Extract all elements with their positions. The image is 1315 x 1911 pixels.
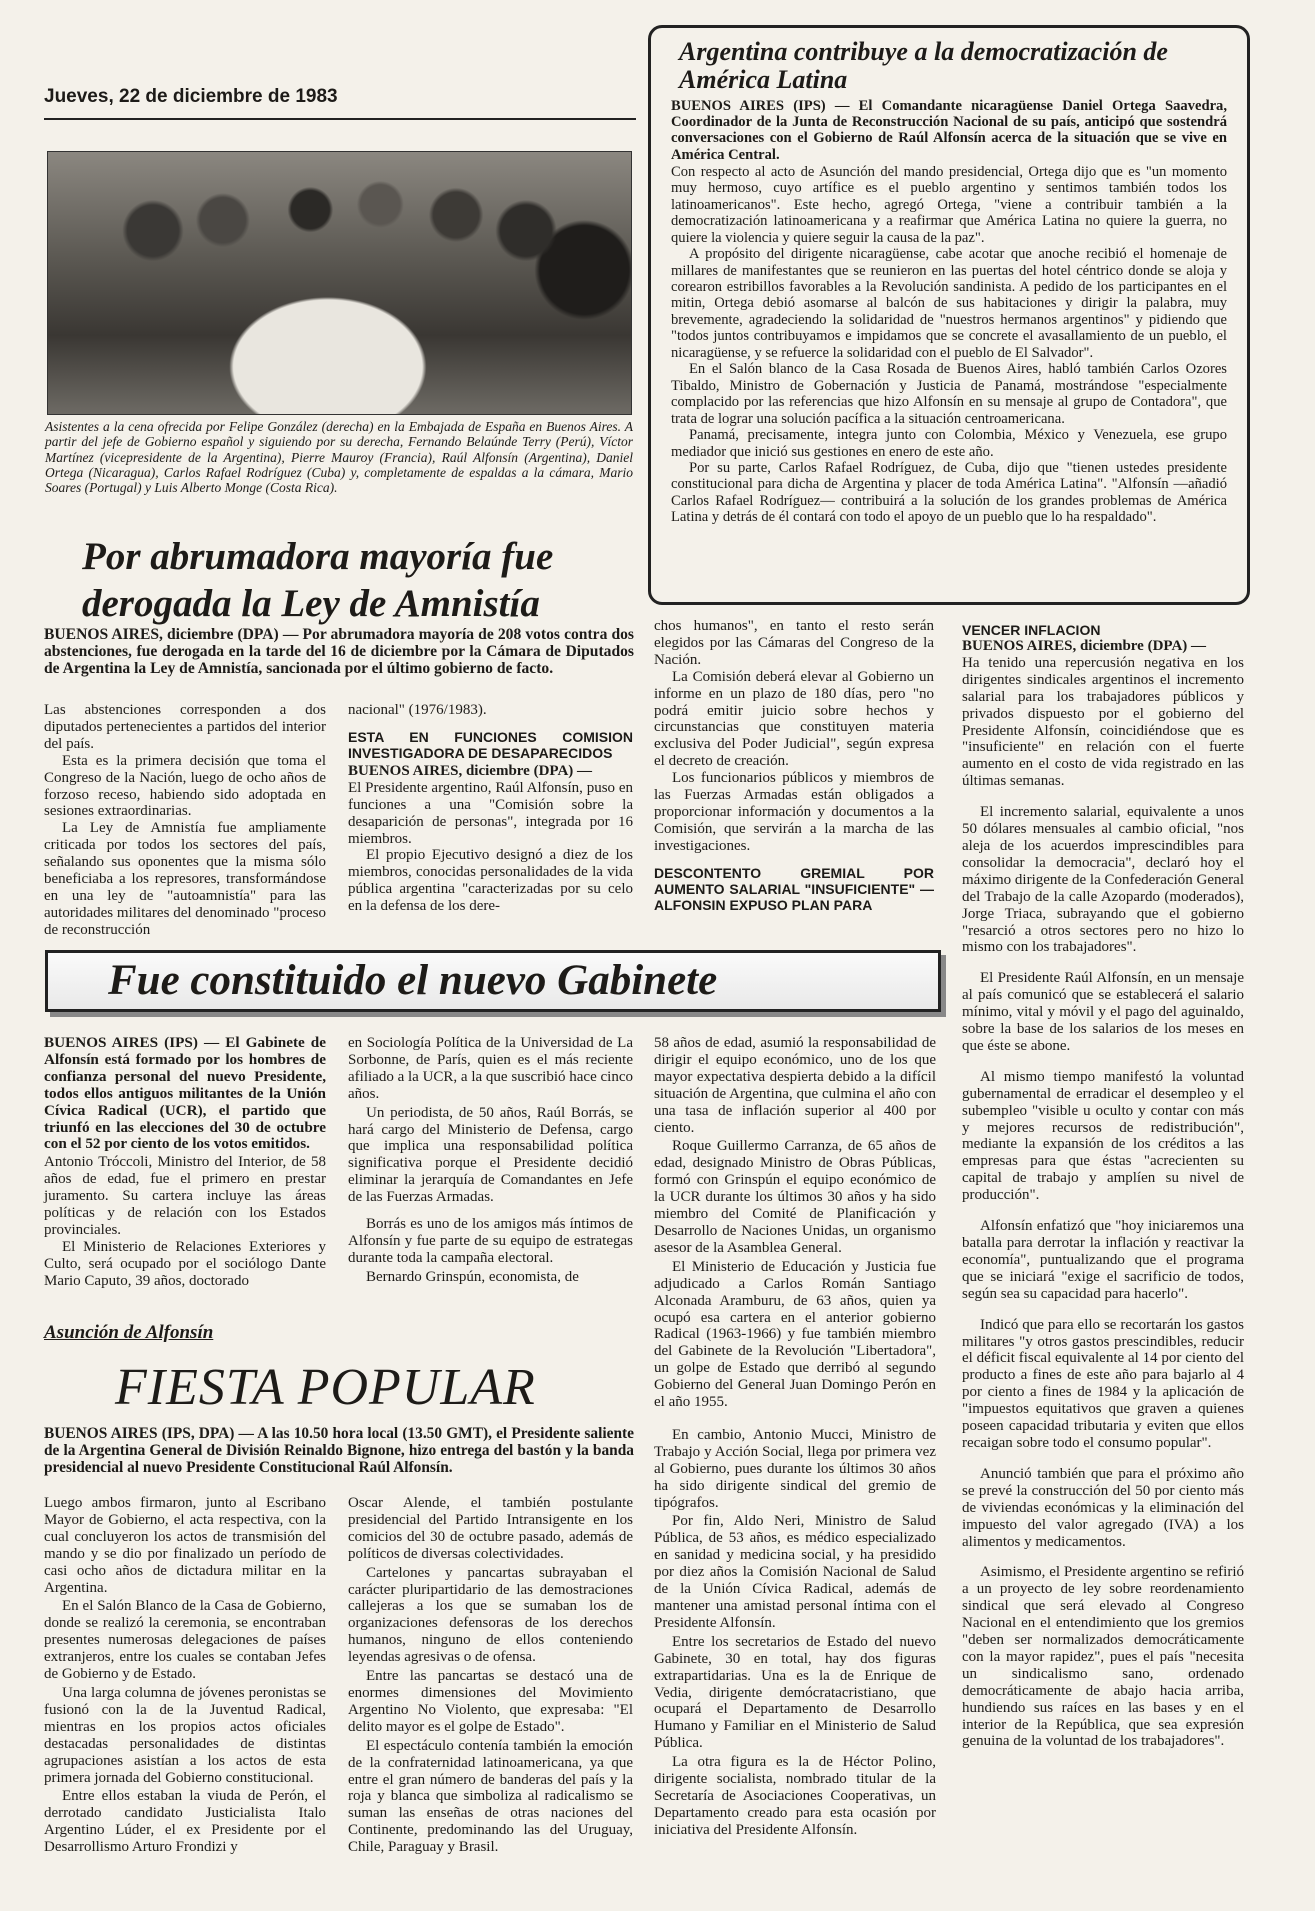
gabinete-para: Borrás es uno de los amigos más íntimos de Alfonsín y fue parte de su equipo de estrategas durante toda la campaña electoral.: [348, 1216, 633, 1266]
amnistia-col2: [348, 702, 633, 915]
ortega-para: Por su parte, Carlos Rafael Rodríguez, de Cuba, dijo que "tienen ustedes presidente constitucional para dicha de Argentina y placer de toda América Latina". "Alfonsín —añadió Carlos Rafael Rodríguez— contribuirá a la solución de los grandes problemas de América Latina y detrás de él contará con todo el apoyo de un pueblo que lo ha respaldado".: [671, 459, 1227, 526]
amnistia-para: El Presidente argentino, Raúl Alfonsín, puso en funciones a una "Comisión sobre la desaparición de personas", integrada por 16 miembros.: [348, 779, 633, 847]
gabinete-para: Antonio Tróccoli, Ministro del Interior, de 58 años de edad, fue el primero en prestar juramento. Su cartera incluye las áreas políticas y de relación con los Estados provinciales.: [44, 1154, 326, 1238]
amnistia-para: Los funcionarios públicos y miembros de las Fuerzas Armadas están obligados a proporcionar información y documentos a la Comisión, que servirán a la marcha de las investigaciones.: [654, 770, 934, 854]
inflacion-para: Anunció también que para el próximo año se prevé la construcción del 50 por ciento más de viviendas económicas y la eliminación del impuesto del valor agregado (IVA) a los alimentos y medicamentos.: [962, 1465, 1244, 1550]
ortega-para: Panamá, precisamente, integra junto con Colombia, México y Venezuela, ese grupo mediador que inició sus gestiones en enero de este año.: [671, 427, 1227, 460]
amnistia-para: nacional" (1976/1983).: [348, 702, 487, 718]
gabinete-col1: [44, 1035, 326, 1290]
amnistia-para: La Ley de Amnistía fue ampliamente criticada por todos los sectores del país, señalando sus oponentes que la misma sólo beneficiaba a los represores, transformándose en una ley de "autoamnistía" para las autoridades militares del denominado "proceso de reconstrucción: [44, 820, 326, 938]
inflacion-dateline: BUENOS AIRES, diciembre (DPA) —: [962, 638, 1207, 654]
gabinete-col3: [654, 1035, 936, 1839]
amnistia-para: La Comisión deberá elevar al Gobierno un informe en un plazo de 180 días, pero "no podrá emitir juicio sobre hechos y circunstancias que constituyen materia exclusiva del Poder Judicial", según expresa el decreto de creación.: [654, 668, 934, 770]
gabinete-para: 58 años de edad, asumió la responsabilidad de dirigir el equipo económico, uno de los que mayor expectativa despierta debido a la difícil situación de Argentina, que culmina el año con una tasa de inflación superior al 400 por ciento.: [654, 1035, 936, 1136]
fiesta-kicker: Asunción de Alfonsín: [44, 1322, 214, 1343]
fiesta-para: El espectáculo contenía también la emoción de la confraternidad latinoamericana, ya que entre el gran número de banderas del país y la roja y blanca que simboliza al radicalismo se suman las enseñas de otras naciones del Continente, predominando las del Uruguay, Chile, Paraguay y Brasil.: [348, 1737, 633, 1856]
gabinete-banner: [45, 950, 941, 1012]
page-date: Jueves, 22 de diciembre de 1983: [44, 86, 338, 107]
gabinete-para: Roque Guillermo Carranza, de 65 años de edad, designado Ministro de Obras Públicas, formó con Grinspún el equipo económico de la UCR durante los últimos 30 años y ha sido miembro del Comité de Planificación y Desarrollo de Naciones Unidas, un organismo asesor de la Asamblea General.: [654, 1138, 936, 1256]
photo-caption: Asistentes a la cena ofrecida por Felipe González (derecha) en la Embajada de España en Buenos Aires. A partir del jefe de Gobierno español y siguiendo por su derecha, Fernando Belaúnde Terry (Perú), Víctor Martínez (vicepresidente de la Argentina), Pierre Mauroy (Francia), Raúl Alfonsín (Argentina), Daniel Ortega (Nicaragua), Carlos Rafael Rodríguez (Cuba) y, completamente de espaldas a la cámara, Mario Soares (Portugal) y Luis Alberto Monge (Costa Rica).: [45, 419, 633, 496]
ortega-headline: Argentina contribuye a la democratización de América Latina: [679, 37, 1168, 94]
ortega-para: A propósito del dirigente nicaragüense, cabe acotar que anoche recibió el homenaje de millares de manifestantes que se reunieron en las puertas del hotel céntrico donde se aloja y corearon estribillos favorables a la Revolución sandinista. A pedido de los participantes en el mitin, Ortega debió asomarse al balcón de sus habitaciones y dirigir la palabra, muy brevemente, agradeciendo la solidaridad de "nuestros hermanos argentinos" y pidiendo que "todos juntos contribuyamos e impidamos que se concrete el avasallamiento de un pueblo, el nicaragüense, y se refuerce la solidaridad con el pueblo de El Salvador".: [671, 246, 1227, 361]
amnistia-para: chos humanos", en tanto el resto serán elegidos por las Cámaras del Congreso de la Nación.: [654, 618, 934, 668]
fiesta-para: Oscar Alende, el también postulante presidencial del Partido Intransigente en los comicios del 30 de octubre pasado, además de políticos de diversas colectividades.: [348, 1495, 633, 1562]
amnistia-col3: [654, 618, 934, 915]
amnistia-col1: [44, 702, 326, 939]
fiesta-para: Cartelones y pancartas subrayaban el carácter pluripartidario de las demostraciones callejeras a los que se sumaban los de organizaciones defensoras de los derechos humanos, ninguno de ellos conteniendo leyendas agresivas o de ofensa.: [348, 1564, 633, 1666]
inflacion-para: Alfonsín enfatizó que "hoy iniciaremos una batalla para derrotar la inflación y reactivar la economía", puntualizando que el programa que se iniciará "exige el sacrificio de todos, según sea su capacidad para hacerlo".: [962, 1218, 1244, 1302]
gabinete-para: Un periodista, de 50 años, Raúl Borrás, se hará cargo del Ministerio de Defensa, cargo que implica una responsabilidad política significativa porque el Presidente decidió eliminar la jerarquía de Comandantes en Jefe de las Fuerzas Armadas.: [348, 1104, 633, 1206]
ortega-body: [671, 164, 1227, 526]
inflacion-column: [962, 622, 1244, 1750]
amnistia-para: Las abstenciones corresponden a dos diputados pertenecientes a partidos del interior del país.: [44, 702, 326, 752]
fiesta-para: Luego ambos firmaron, junto al Escribano Mayor de Gobierno, el acta respectiva, con la cual concluyeron los actos de transmisión del mando y se dio por finalizado un período de casi ocho años de dictadura militar en la Argentina.: [44, 1495, 326, 1596]
inflacion-para: Indicó que para ello se recortarán los gastos militares "y otros gastos prescindibles, reducir el déficit fiscal equivalente al 14 por ciento del producto a fines de este año para bajarlo al 4 por ciento a fines de 1984 y la aplicación de "impuestos equitativos que graven a quienes poseen capacidad tributaria y eviten que ellos recaigan sobre todo el consumo popular".: [962, 1316, 1244, 1451]
ortega-para: En el Salón blanco de la Casa Rosada de Buenos Aires, habló también Carlos Ozores Tibaldo, Ministro de Gobernación y Justicia de Panamá, mostrándose "especialmente complacido por las referencias que hizo Alfonsín en su mensaje al grupo de Contadora", que trata de lograr una solución pacífica a la situación centroamericana.: [671, 361, 1227, 427]
gabinete-para: Bernardo Grinspún, economista, de: [366, 1268, 579, 1285]
inflacion-para: El Presidente Raúl Alfonsín, en un mensaje al país comunicó que se establecerá el salario mínimo, vital y móvil y el pago del aguinaldo, sobre la base de los salarios de los meses en que éste se abone.: [962, 970, 1244, 1054]
descontento-subhead: DESCONTENTO GREMIAL POR AUMENTO SALARIAL "INSUFICIENTE" — ALFONSIN EXPUSO PLAN PARA: [654, 864, 934, 913]
comision-subhead: ESTA EN FUNCIONES COMISION INVESTIGADORA DE DESAPARECIDOS: [348, 728, 633, 761]
fiesta-lead: BUENOS AIRES (IPS, DPA) — A las 10.50 hora local (13.50 GMT), el Presidente saliente de la Argentina General de División Reinaldo Bignone, hizo entrega del bastón y la banda presidencial al nuevo Presidente Constitucional Raúl Alfonsín.: [44, 1425, 634, 1476]
comision-dateline: BUENOS AIRES, diciembre (DPA) —: [348, 762, 593, 779]
fiesta-para: En el Salón Blanco de la Casa de Gobierno, donde se realizó la ceremonia, se encontraban presentes numerosas delegaciones de países extranjeros, entre los cuales se contaban Jefes de Gobierno y de Estado.: [44, 1598, 326, 1683]
ortega-lead: BUENOS AIRES (IPS) — El Comandante nicaragüense Daniel Ortega Saavedra, Coordinador de la Junta de Reconstrucción Nacional de su país, anticipó que sostendrá conversaciones con el Gobierno de Raúl Alfonsín acerca de la situación que se vive en América Central.: [671, 98, 1227, 163]
gabinete-para: El Ministerio de Relaciones Exteriores y Culto, será ocupado por el sociólogo Dante Mario Caputo, 39 años, doctorado: [44, 1238, 326, 1289]
ortega-article-box: [648, 25, 1250, 605]
inflacion-para: El incremento salarial, equivalente a unos 50 dólares mensuales al cambio oficial, "nos aleja de los acuerdos imprescindibles para consolidar la democracia", declaró hoy el máximo dirigente de la Confederación General del Trabajo de la calle Azopardo (moderados), Jorge Triaca, subrayando que el gobierno "resarció a otros sectores pero no hizo lo mismo con los trabajadores".: [962, 804, 1244, 956]
ortega-para: Con respecto al acto de Asunción del mando presidencial, Ortega dijo que es "un momento muy hermoso, cuyo artífice es el pueblo argentino y sentimos también todos los latinoamericanos". Este hecho, agregó Ortega, "viene a contribuir también a la democratización latinoamericana y a reafirmar que América Latina no quiere la guerra, no quiere la violencia y quiere seguir la causa de la paz".: [671, 163, 1227, 246]
inflacion-para: Asimismo, el Presidente argentino se refirió a un proyecto de ley sobre reordenamiento sindical que será elevado al Congreso Nacional en el entendimiento que los gremios "deben ser normalizados democráticamente con la mayor rapidez", pues el país "necesita un sindicalismo sano, ordenado democráticamente de abajo hacia arriba, hundiendo sus raíces en las bases y en el interior de la República, que sea expresión genuina de la voluntad de los trabajadores".: [962, 1564, 1244, 1750]
amnistia-para: El propio Ejecutivo designó a diez de los miembros, conocidas personalidades de la vida pública argentina "caracterizadas por su celo en la defensa de los dere-: [348, 847, 633, 915]
inflacion-subhead: VENCER INFLACION: [962, 622, 1101, 638]
fiesta-para: Entre las pancartas se destacó una de enormes dimensiones del Movimiento Argentino No Violento, que expresaba: "El delito mayor es el golpe de Estado".: [348, 1668, 633, 1735]
gabinete-headline: Fue constituido el nuevo Gabinete: [108, 957, 718, 1004]
inflacion-para: Al mismo tiempo manifestó la voluntad gubernamental de erradicar el desempleo y el subempleo "visible u oculto y contar con más y mejores recursos de redistribución", mediante la expansión de los créditos a las empresas para que éstas "acrecienten su capital de trabajo y amplíen su nivel de producción".: [962, 1068, 1244, 1204]
gabinete-para: Por fin, Aldo Neri, Ministro de Salud Pública, de 53 años, es médico especializado en sanidad y medicina social, y ha presidido por diez años la Comisión Nacional de Salud de la Unión Cívica Radical, además de mantener una amistad personal íntima con el Presidente Alfonsín.: [654, 1513, 936, 1631]
fiesta-col1: [44, 1495, 326, 1856]
gabinete-para: En cambio, Antonio Mucci, Ministro de Trabajo y Acción Social, llega por primera vez al Gobierno, pues durante los últimos 30 años ha sido dirigente sindical del gremio de tipógrafos.: [654, 1426, 936, 1511]
gabinete-para: El Ministerio de Educación y Justicia fue adjudicado a Carlos Román Santiago Alconada Aramburu, de 63 años, quien ya ocupó esa cartera en el anterior gobierno Radical (1963-1966) y fue también miembro del Gabinete de la Revolución "Libertadora", un golpe de Estado que derribó al segundo Gobierno del General Juan Domingo Perón en el año 1955.: [654, 1258, 936, 1411]
inflacion-para: Ha tenido una repercusión negativa en los dirigentes sindicales argentinos el incremento salarial para los trabajadores públicos y privados dispuesto por el gobierno del Presidente Alfonsín, coincidiéndose que es "insuficiente" en relación con el fuerte aumento en el costo de vida registrado en las últimas semanas.: [962, 654, 1244, 790]
fiesta-para: Entre ellos estaban la viuda de Perón, el derrotado candidato Justicialista Italo Argentino Lúder, el ex Presidente por el Desarrollismo Arturo Frondizi y: [44, 1788, 326, 1856]
fiesta-col2: [348, 1495, 633, 1856]
gabinete-para: La otra figura es la de Héctor Polino, dirigente socialista, nombrado titular de la Secretaría de Asociaciones Cooperativas, un Departamento creado para esta ocasión por iniciativa del Presidente Alfonsín.: [654, 1754, 936, 1838]
amnistia-para: Esta es la primera decisión que toma el Congreso de la Nación, luego de ocho años de forzoso receso, habiendo sido adoptada en sesiones extraordinarias.: [44, 752, 326, 820]
amnistia-lead: BUENOS AIRES, diciembre (DPA) — Por abrumadora mayoría de 208 votos contra dos abstenciones, fue derogada en la tarde del 16 de diciembre por la Cámara de Diputados de Argentina la Ley de Amnistía, sancionada por el último gobierno de facto.: [44, 626, 634, 678]
fiesta-headline: FIESTA POPULAR: [115, 1359, 536, 1416]
gabinete-lead: BUENOS AIRES (IPS) — El Gabinete de Alfonsín está formado por los hombres de confianza personal del nuevo Presidente, todos ellos antiguos militantes de la Unión Cívica Radical (UCR), el partido que triunfó en las elecciones del 30 de octubre con el 52 por ciento de los votos emitidos.: [44, 1034, 326, 1153]
fiesta-para: Una larga columna de jóvenes peronistas se fusionó con la de la Juventud Radical, mientras en los propios actos oficiales destacadas personalidades de distintas agrupaciones asistían a los actos de esta primera jornada del Gobierno constitucional.: [44, 1684, 326, 1786]
date-rule: [44, 118, 636, 120]
gabinete-para: en Sociología Política de la Universidad de La Sorbonne, de París, quien es el más reciente afiliado a la UCR, a la que suscribió hace cinco años.: [348, 1035, 633, 1102]
gabinete-col2: [348, 1035, 633, 1286]
gabinete-para: Entre los secretarios de Estado del nuevo Gabinete, 30 en total, hay dos figuras extrapartidarias. Una es la de Enrique de Vedia, dirigente demócratacristiano, que ocupará el Departamento de Desarrollo Humano y Familiar en el Ministerio de Salud Pública.: [654, 1633, 936, 1752]
dinner-photo: [47, 151, 632, 415]
amnistia-headline: Por abrumadora mayoría fue derogada la Ley de Amnistía: [82, 535, 554, 625]
